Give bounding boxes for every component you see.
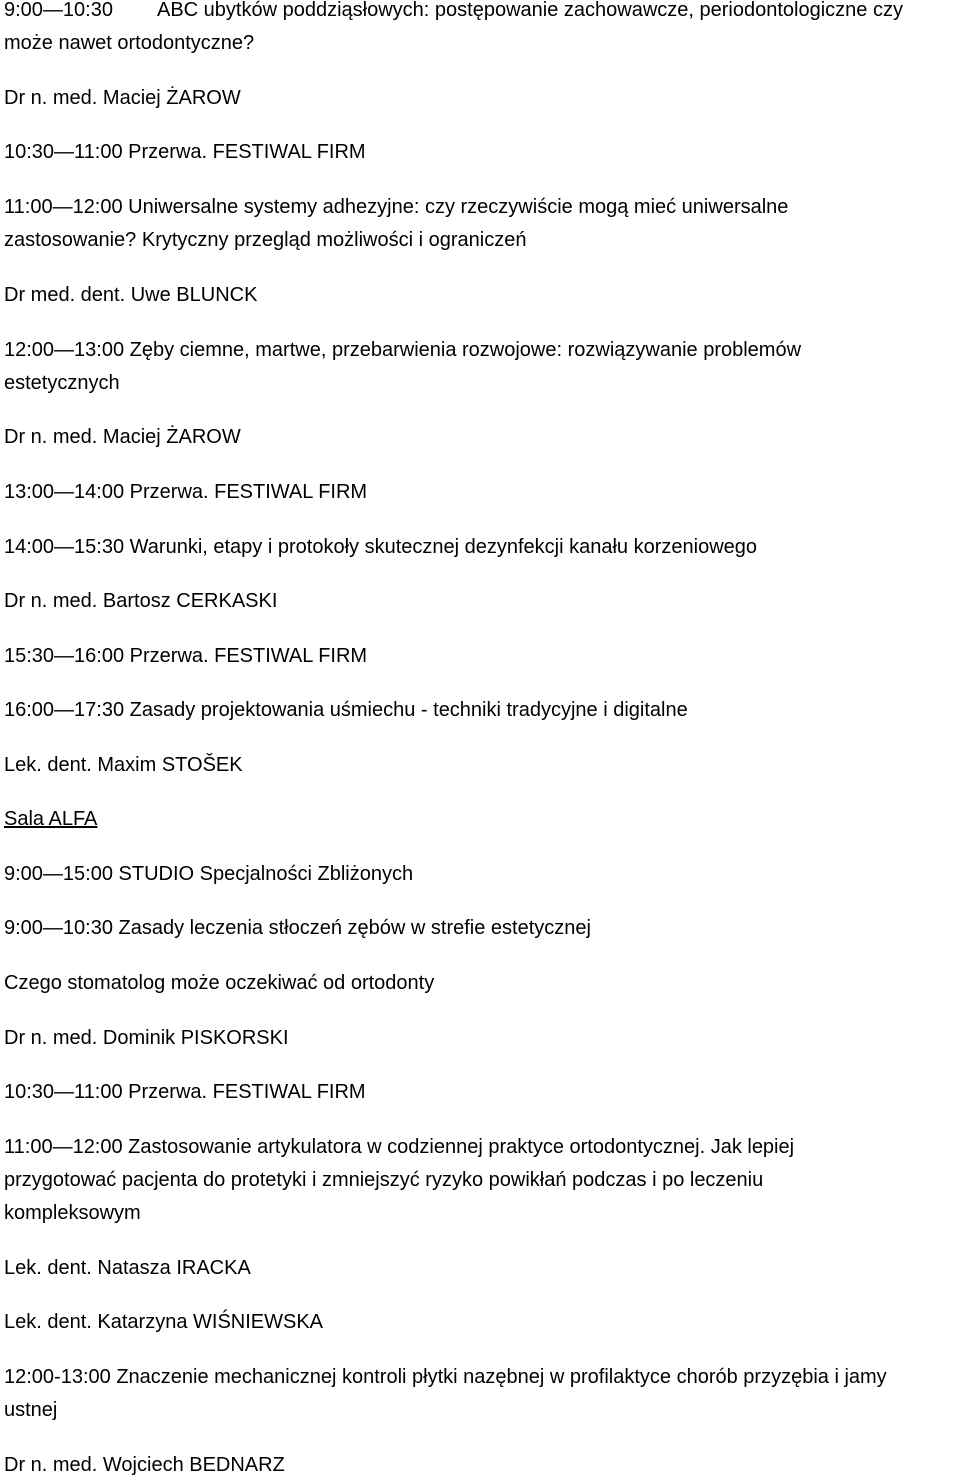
session-title-line — [4, 0, 960, 27]
speaker-name: Lek. dent. Katarzyna WIŚNIEWSKA — [4, 1311, 324, 1333]
session-title-line: ustnej — [4, 1399, 58, 1421]
speaker-name: Dr n. med. Maciej ŻAROW — [4, 426, 241, 448]
speaker-name: Dr n. med. Bartosz CERKASKI — [4, 590, 278, 612]
session-title: ABC ubytków poddziąsłowych: postępowanie zachowawcze, periodontologiczne czy — [157, 0, 903, 21]
studio-line: 9:00—15:00 STUDIO Specjalności Zbliżonych — [4, 863, 414, 885]
speaker-name: Dr n. med. Maciej ŻAROW — [4, 87, 241, 109]
break-line: 13:00—14:00 Przerwa. FESTIWAL FIRM — [4, 481, 368, 503]
session-time: 9:00—10:30 — [4, 0, 113, 21]
session-title-line: zastosowanie? Krytyczny przegląd możliwości i ograniczeń — [4, 229, 527, 251]
session-title-line: estetycznych — [4, 372, 120, 394]
speaker-name: Lek. dent. Natasza IRACKA — [4, 1257, 251, 1279]
session-title-line: przygotować pacjenta do protetyki i zmniejszyć ryzyko powikłań podczas i po leczeniu — [4, 1169, 764, 1191]
session-title-line: 12:00—13:00 Zęby ciemne, martwe, przebarwienia rozwojowe: rozwiązywanie problemów — [4, 339, 802, 361]
session-title-line: 11:00—12:00 Uniwersalne systemy adhezyjne: czy rzeczywiście mogą mieć uniwersalne — [4, 196, 789, 218]
break-line: 10:30—11:00 Przerwa. FESTIWAL FIRM — [4, 1081, 366, 1103]
session-title-line: kompleksowym — [4, 1202, 141, 1224]
speaker-name: Lek. dent. Maxim STOŠEK — [4, 754, 243, 776]
session-title-line: 16:00—17:30 Zasady projektowania uśmiechu - techniki tradycyjne i digitalne — [4, 699, 688, 721]
session-title-line: 14:00—15:30 Warunki, etapy i protokoły skutecznej dezynfekcji kanału korzeniowego — [4, 536, 758, 558]
session-title-line: może nawet ortodontyczne? — [4, 32, 255, 54]
break-line: 15:30—16:00 Przerwa. FESTIWAL FIRM — [4, 645, 368, 667]
session-subtitle-line: Czego stomatolog może oczekiwać od ortodonty — [4, 972, 435, 994]
break-line: 10:30—11:00 Przerwa. FESTIWAL FIRM — [4, 141, 366, 163]
room-heading: Sala ALFA — [4, 808, 98, 830]
speaker-name: Dr n. med. Dominik PISKORSKI — [4, 1027, 289, 1049]
session-title-line: 12:00-13:00 Znaczenie mechanicznej kontroli płytki nazębnej w profilaktyce chorób przyzębia i jamy — [4, 1366, 887, 1388]
session-title-line: 9:00—10:30 Zasady leczenia stłoczeń zębów w strefie estetycznej — [4, 917, 591, 939]
speaker-name: Dr n. med. Wojciech BEDNARZ — [4, 1454, 285, 1476]
speaker-name: Dr med. dent. Uwe BLUNCK — [4, 284, 258, 306]
session-title-line: 11:00—12:00 Zastosowanie artykulatora w codziennej praktyce ortodontycznej. Jak lepiej — [4, 1136, 795, 1158]
